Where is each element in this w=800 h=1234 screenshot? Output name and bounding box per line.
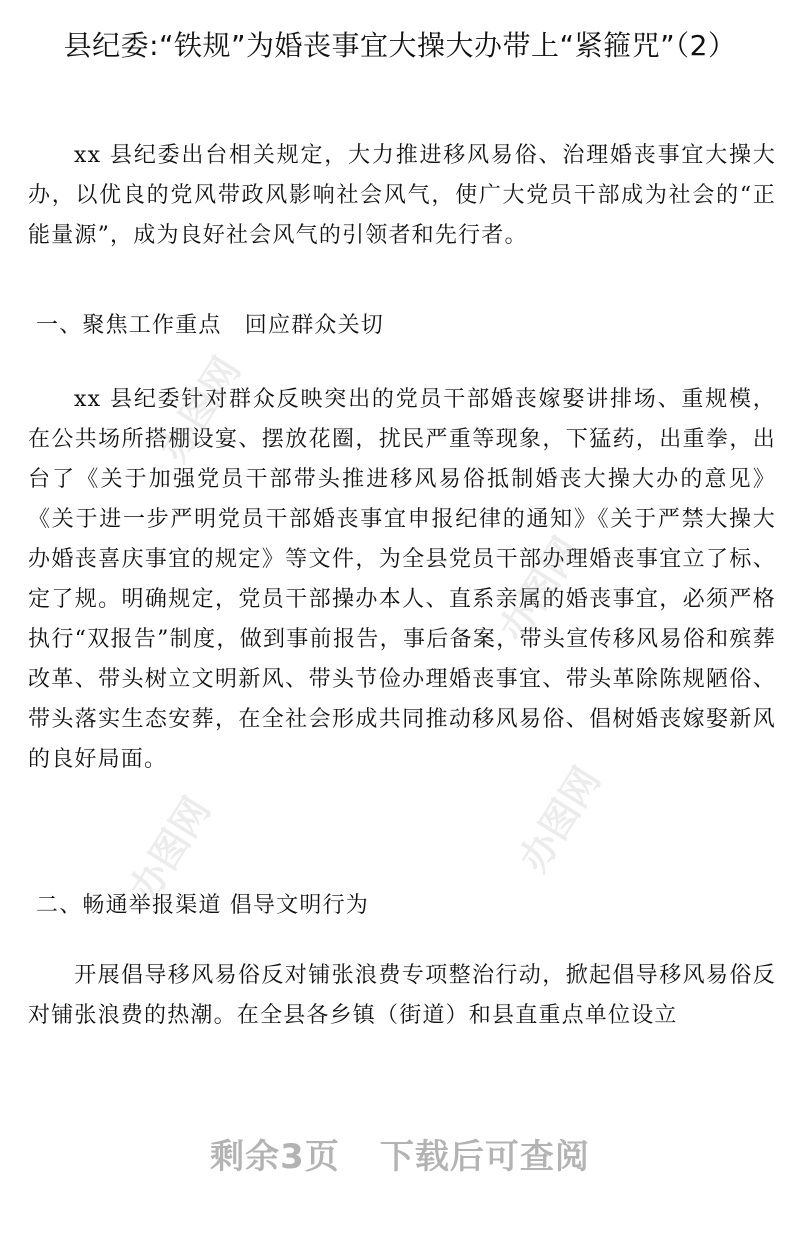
- paragraph-section-1: [28, 380, 776, 780]
- section-heading-2: 二、畅通举报渠道 倡导文明行为: [36, 893, 369, 918]
- watermark: 办图网: [151, 349, 249, 470]
- paragraph-text: xx 县纪委针对群众反映突出的党员干部婚丧嫁娶讲排场、重规模，在公共场所搭棚设宴、摆放花圈，扰民严重等现象，下猛药，出重拳，出台了《关于加强党员干部带头推进移风易俗抵制婚丧大操大办的意见》《关于进一步严明党员干部婚丧事宜申报纪律的通知》《关于严禁大操大办婚丧喜庆事宜的规定》等文件，为全县党员干部办理婚丧事宜立了标、定了规。明确规定，党员干部操办本人、直系亲属的婚丧事宜，必须严格执行“双报告”制度，做到事前报告，事后备案，带头宣传移风易俗和殡葬改革、带头树立文明新风、带头节俭办理婚丧事宜、带头革除陈规陋俗、带头落实生态安葬，在全社会形成共同推动移风易俗、倡树婚丧嫁娶新风的良好局面。: [28, 387, 776, 772]
- watermark: 办图网: [511, 759, 609, 880]
- document-title: 县纪委:“铁规”为婚丧事宜大操大办带上“紧箍咒”（2）: [63, 29, 737, 62]
- watermark: 办图网: [491, 529, 589, 650]
- remaining-pages-text: 剩余3页: [210, 1137, 340, 1177]
- paragraph-intro: [28, 136, 776, 256]
- download-hint-text: 下载后可查阅: [379, 1137, 590, 1177]
- section-heading-1: 一、聚焦工作重点 回应群众关切: [36, 313, 385, 338]
- paragraph-section-2: [28, 956, 776, 1036]
- paragraph-text: 开展倡导移风易俗反对铺张浪费专项整治行动，掀起倡导移风易俗反对铺张浪费的热潮。在全县各乡镇（街道）和县直重点单位设立: [28, 963, 776, 1028]
- watermark: 办图网: [121, 789, 219, 910]
- paragraph-text: xx 县纪委出台相关规定，大力推进移风易俗、治理婚丧事宜大操大办，以优良的党风带政风影响社会风气，使广大党员干部成为社会的“正能量源”，成为良好社会风气的引领者和先行者。: [28, 143, 776, 248]
- download-prompt[interactable]: [0, 1132, 800, 1182]
